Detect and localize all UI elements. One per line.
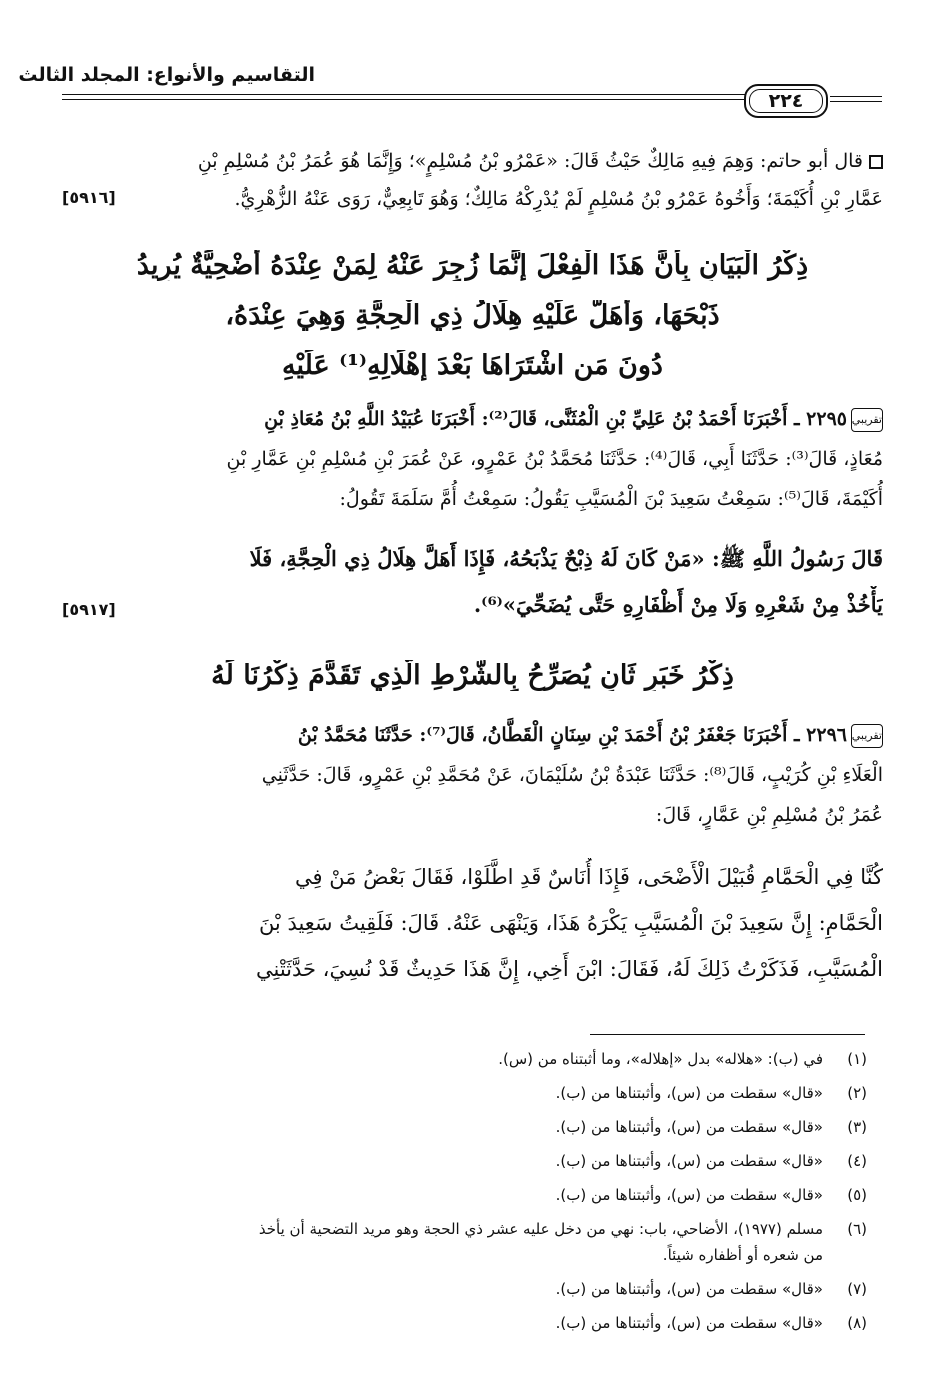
para1-line-2: عَمَّارِ بْنِ أُكَيْمَةَ؛ وَأَخُوهُ عَمْرُو بْنُ مُسْلِمٍ لَمْ يُدْرِكْهُ مَالِكٌ؛ وَهُوَ تَابِعِيٌّ، رَوَى عَنْهُ الزُّهْرِيُّ. — [234, 188, 883, 210]
reference-number: [٥٩١٦] — [62, 188, 116, 207]
hadith-badge-icon: تقريبي — [851, 724, 883, 748]
hadith-2296-line-1: تقريبي٢٢٩٦ ـ أَخْبَرَنَا جَعْفَرُ بْنُ أَحْمَدَ بْنِ سِنَانٍ الْقَطَّانُ، قَالَ⁽⁷⁾: حَدَّثَنَا مُحَمَّدُ بْنُ — [297, 724, 882, 746]
footnote-3: (٣)«قال» سقطت من (س)، وأثبتناها من (ب). — [555, 1118, 867, 1136]
header-rule — [62, 99, 825, 100]
page-number: ٢٢٤ — [744, 84, 828, 118]
footnote-1: (١)في (ب): «هلاله» بدل «إهلاله»، وما أثبتناه من (س). — [498, 1050, 867, 1068]
footnote-6-continued: من شعره أو أظفاره شيئاً. — [662, 1246, 823, 1264]
section-heading-line-1: ذِكْرُ الْبَيَانِ بِأَنَّ هَذَا الْفِعْلَ إِنَّمَا زُجِرَ عَنْهُ لِمَنْ عِنْدَهُ أُضْحِيَّةٌ يُرِيدُ — [136, 250, 809, 281]
hadith-2295-matn-line-1: قَالَ رَسُولُ اللَّهِ ﷺ: «مَنْ كَانَ لَهُ ذِبْحٌ يَذْبَحُهُ، فَإِذَا أَهَلَّ هِلَالُ ذِي الْحِجَّةِ، فَلَا — [249, 546, 883, 571]
footnote-6: (٦)مسلم (١٩٧٧)، الأضاحي، باب: نهي من دخل عليه عشر ذي الحجة وهو مريد التضحية أن يأخذ — [258, 1220, 867, 1238]
section-heading-line-3: دُونَ مَنِ اشْتَرَاهَا بَعْدَ إِهْلَالِهِ⁽¹⁾ عَلَيْهِ — [282, 350, 663, 381]
hadith-2296-line-3: عُمَرُ بْنُ مُسْلِمِ بْنِ عَمَّارٍ، قَالَ: — [655, 804, 883, 826]
hadith-2296-line-2: الْعَلَاءِ بْنِ كُرَيْبٍ، قَالَ⁽⁸⁾: حَدَّثَنَا عَبْدَةُ بْنُ سُلَيْمَانَ، عَنْ مُحَمَّدِ بْنِ عَمْرٍو، قَالَ: حَدَّثَنِي — [261, 764, 883, 786]
hadith-badge-icon: تقريبي — [851, 408, 883, 432]
section-heading-line-2: ذَبْحَهَا، وَأَهَلَّ عَلَيْهِ هِلَالُ ذِي الْحِجَّةِ وَهِيَ عِنْدَهُ، — [225, 300, 720, 331]
footnote-separator — [590, 1034, 865, 1035]
hadith-2295-matn-line-2: يَأْخُذْ مِنْ شَعْرِهِ وَلَا مِنْ أَظْفَارِهِ حَتَّى يُضَحِّيَ»⁽⁶⁾. — [473, 592, 883, 617]
footnote-5: (٥)«قال» سقطت من (س)، وأثبتناها من (ب). — [555, 1186, 867, 1204]
footnote-2: (٢)«قال» سقطت من (س)، وأثبتناها من (ب). — [555, 1084, 867, 1102]
running-title: التقاسيم والأنواع: المجلد الثالث — [18, 64, 315, 86]
hadith-2295-line-3: أُكَيْمَةَ، قَالَ⁽⁵⁾: سَمِعْتُ سَعِيدَ بْنَ الْمُسَيَّبِ يَقُولُ: سَمِعْتُ أُمَّ سَلَمَةَ تَقُولُ: — [339, 488, 883, 510]
section-heading-2: ذِكْرُ خَبَرٍ ثَانٍ يُصَرِّحُ بِالشَّرْطِ الَّذِي تَقَدَّمَ ذِكْرُنَا لَهُ — [211, 660, 734, 691]
para1-line-1: قال أبو حاتم: وَهِمَ فِيهِ مَالِكٌ حَيْثُ قَالَ: «عَمْرُو بْنُ مُسْلِمٍ»؛ وَإِنَّمَا هُوَ عُمَرُ بْنُ مُسْلِمِ بْنِ — [62, 142, 883, 180]
hadith-2295-line-1: تقريبي٢٢٩٥ ـ أَخْبَرَنَا أَحْمَدُ بْنُ عَلِيِّ بْنِ الْمُثَنَّى، قَالَ⁽²⁾: أَخْبَرَنَا عُبَيْدُ اللَّهِ بْنُ مُعَاذِ بْنِ — [264, 408, 882, 430]
footnote-7: (٧)«قال» سقطت من (س)، وأثبتناها من (ب). — [555, 1280, 867, 1298]
hadith-2296-matn-line-2: الْحَمَّامِ: إِنَّ سَعِيدَ بْنَ الْمُسَيَّبِ يَكْرَهُ هَذَا، وَيَنْهَى عَنْهُ. قَالَ: فَلَقِيتُ سَعِيدَ بْنَ — [258, 911, 883, 935]
square-bullet-icon — [869, 155, 883, 169]
footnote-4: (٤)«قال» سقطت من (س)، وأثبتناها من (ب). — [555, 1152, 867, 1170]
hadith-2296-matn-line-1: كُنَّا فِي الْحَمَّامِ قُبَيْلَ الْأَضْحَى، فَإِذَا أُنَاسٌ قَدِ اطَّلَوْا، فَقَالَ بَعْضُ مَنْ فِي — [295, 865, 883, 889]
header-rule — [62, 94, 825, 95]
header-rule — [830, 101, 882, 102]
header-rule — [830, 96, 882, 97]
reference-number: [٥٩١٧] — [62, 600, 116, 619]
hadith-2296-matn-line-3: الْمُسَيَّبِ، فَذَكَرْتُ ذَلِكَ لَهُ، فَقَالَ: ابْنَ أَخِي، إِنَّ هَذَا حَدِيثٌ قَدْ نُسِيَ، حَدَّثَتْنِي — [255, 957, 883, 981]
hadith-2295-line-2: مُعَاذٍ، قَالَ⁽³⁾: حَدَّثَنَا أَبِي، قَالَ⁽⁴⁾: حَدَّثَنَا مُحَمَّدُ بْنُ عَمْرٍو، عَنْ عُمَرَ بْنِ مُسْلِمِ بْنِ عَمَّارِ بْنِ — [226, 448, 883, 470]
footnote-8: (٨)«قال» سقطت من (س)، وأثبتناها من (ب). — [555, 1314, 867, 1332]
